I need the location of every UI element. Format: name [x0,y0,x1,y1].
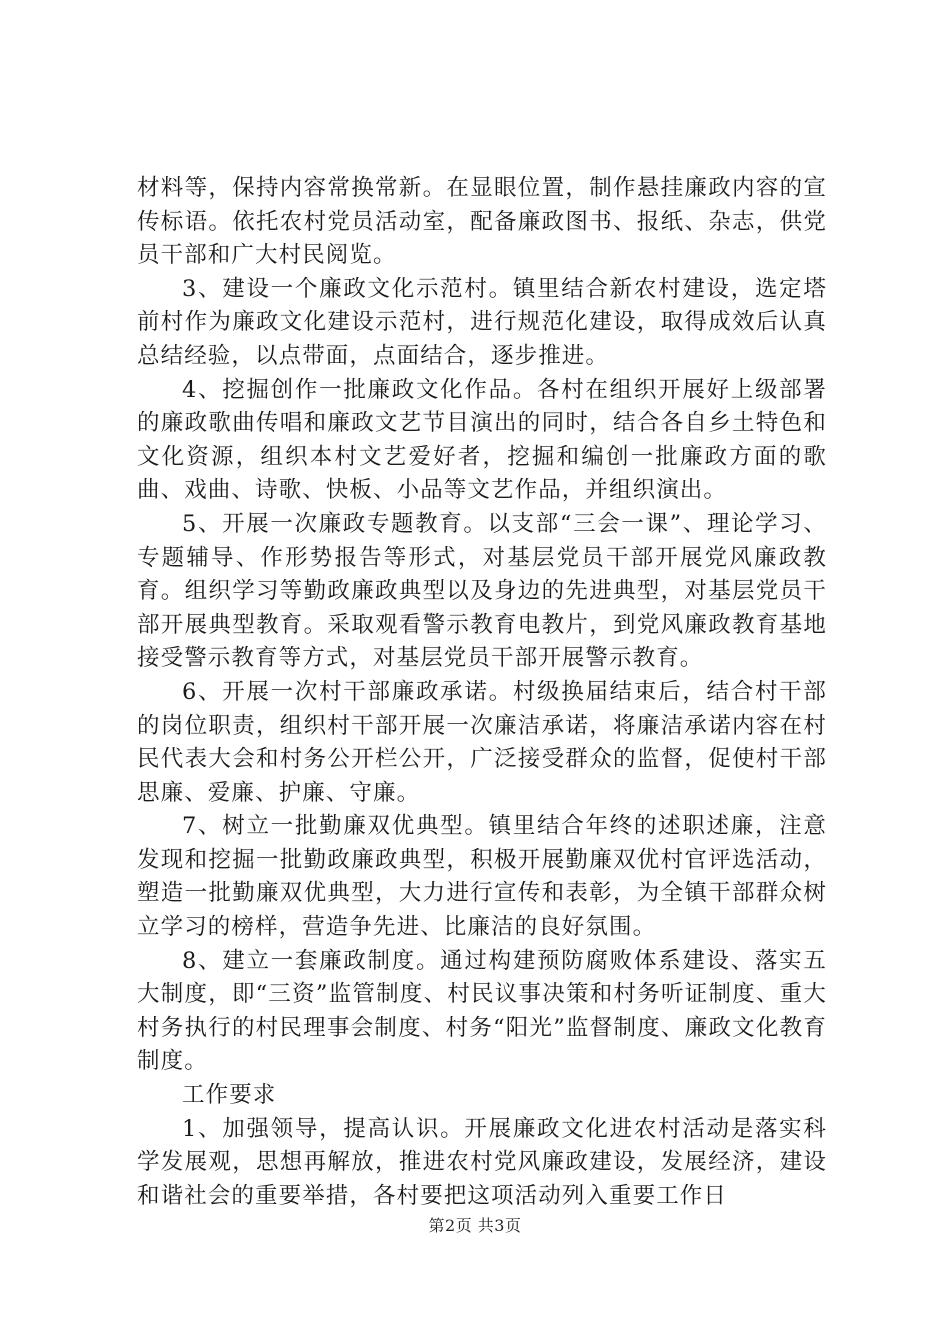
paragraph-item-4: 4、挖掘创作一批廉政文化作品。各村在组织开展好上级部署的廉政歌曲传唱和廉政文艺节目演出的同时，结合各自乡土特色和文化资源，组织本村文艺爱好者，挖掘和编创一批廉政方面的歌曲、戏曲、诗歌、快板、小品等文艺作品，并组织演出。 [137,376,827,504]
paragraph-item-5: 5、开展一次廉政专题教育。以支部“三会一课”、理论学习、专题辅导、作形势报告等形式，对基层党员干部开展党风廉政教育。组织学习等勤政廉政典型以及身边的先进典型，对基层党员干部开展典型教育。采取观看警示教育电教片，到党风廉政教育基地接受警示教育等方式，对基层党员干部开展警示教育。 [137,510,827,672]
paragraph-item-3: 3、建设一个廉政文化示范村。镇里结合新农村建设，选定塔前村作为廉政文化建设示范村，进行规范化建设，取得成效后认真总结经验，以点带面，点面结合，逐步推进。 [137,275,827,369]
paragraph-materials: 材料等，保持内容常换常新。在显眼位置，制作悬挂廉政内容的宣传标语。依托农村党员活动室，配备廉政图书、报纸、杂志，供党员干部和广大村民阅览。 [137,175,827,269]
section-heading-work-requirements: 工作要求 [182,1082,277,1109]
paragraph-item-7: 7、树立一批勤廉双优典型。镇里结合年终的述职述廉，注意发现和挖掘一批勤政廉政典型，积极开展勤廉双优村官评选活动，塑造一批勤廉双优典型，大力进行宣传和表彰，为全镇干部群众树立学习的榜样，营造争先进、比廉洁的良好氛围。 [137,813,827,941]
paragraph-requirement-1: 1、加强领导，提高认识。开展廉政文化进农村活动是落实科学发展观，思想再解放，推进农村党风廉政建设，发展经济，建设和谐社会的重要举措，各村要把这项活动列入重要工作日 [137,1115,827,1209]
paragraph-item-8: 8、建立一套廉政制度。通过构建预防腐败体系建设、落实五大制度，即“三资”监管制度、村民议事决策和村务听证制度、重大村务执行的村民理事会制度、村务“阳光”监督制度、廉政文化教育制度。 [137,947,827,1075]
paragraph-item-6: 6、开展一次村干部廉政承诺。村级换届结束后，结合村干部的岗位职责，组织村干部开展一次廉洁承诺，将廉洁承诺内容在村民代表大会和村务公开栏公开，广泛接受群众的监督，促使村干部思廉、爱廉、护廉、守廉。 [137,678,827,806]
document-body [137,172,827,1213]
page-number-footer: 第2页 共3页 [428,1216,522,1235]
